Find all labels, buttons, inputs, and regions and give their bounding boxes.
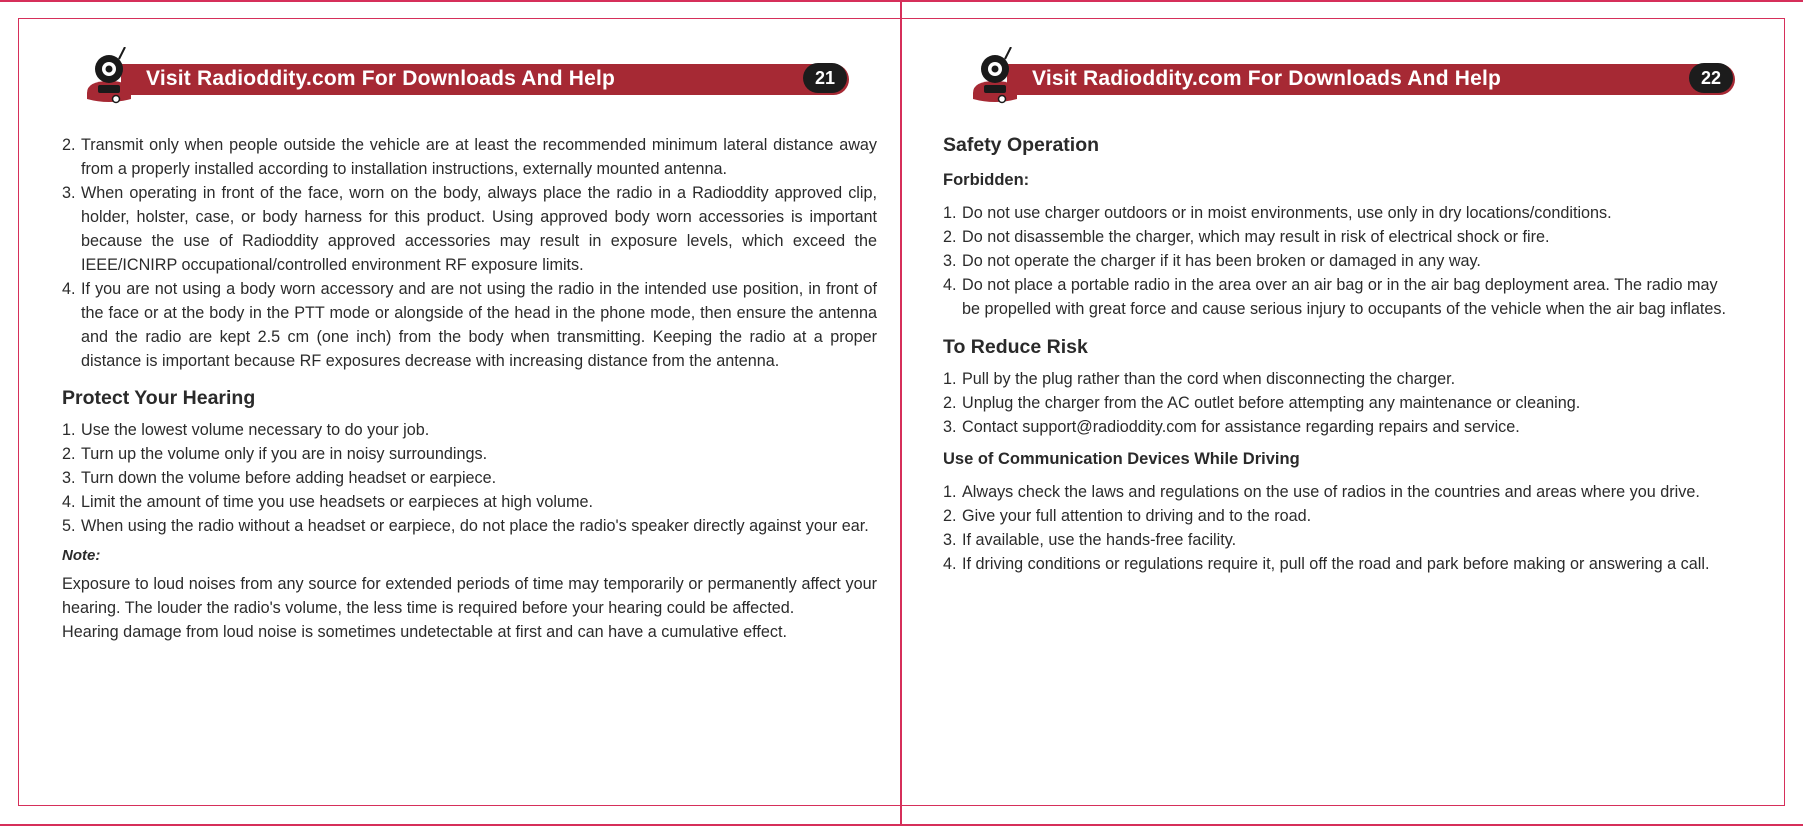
list-item xyxy=(62,514,877,538)
item-text: Do not use charger outdoors or in moist environments, use only in dry locations/conditions. xyxy=(962,204,1612,222)
item-text: If available, use the hands-free facility. xyxy=(962,531,1237,549)
item-text: Give your full attention to driving and to the road. xyxy=(962,507,1312,525)
hearing-list xyxy=(62,418,877,538)
item-text: Contact support@radioddity.com for assistance regarding repairs and service. xyxy=(962,418,1520,436)
item-number: 3. xyxy=(62,184,76,202)
forbidden-label: Forbidden: xyxy=(943,171,1030,189)
item-text: Turn down the volume before adding headset or earpiece. xyxy=(81,469,497,487)
page-content xyxy=(943,133,1758,576)
section-heading-hearing: Protect Your Hearing xyxy=(62,387,256,409)
item-number: 1. xyxy=(943,483,957,501)
list-item xyxy=(943,225,1738,249)
item-number: 2. xyxy=(943,228,957,246)
section-heading-driving: Use of Communication Devices While Driving xyxy=(943,450,1300,468)
item-text: When operating in front of the face, worn on the body, always place the radio in a Radioddity approved clip, holder, holster, case, or body harness for this product. Using approved body worn accessories is important because the use of Radioddity approved accessories may result in exposure levels, which exceed the IEEE/ICNIRP occupational/controlled environment RF exposure limits. xyxy=(81,184,877,274)
list-item xyxy=(943,391,1758,415)
driving-list xyxy=(943,480,1738,576)
list-item xyxy=(943,504,1738,528)
list-item xyxy=(62,133,877,181)
item-text: Unplug the charger from the AC outlet before attempting any maintenance or cleaning. xyxy=(962,394,1581,412)
item-text: Pull by the plug rather than the cord when disconnecting the charger. xyxy=(962,370,1456,388)
item-text: Do not place a portable radio in the area over an air bag or in the air bag deployment area. The radio may be propelled with great force and cause serious injury to occupants of the vehicle when the air bag inflates. xyxy=(962,276,1726,318)
page-header-banner xyxy=(79,47,849,99)
item-number: 1. xyxy=(943,204,957,222)
section-heading-safety: Safety Operation xyxy=(943,134,1100,156)
item-number: 3. xyxy=(943,418,957,436)
list-item xyxy=(943,367,1758,391)
header-title: Visit Radioddity.com For Downloads And Help xyxy=(146,67,616,90)
list-item xyxy=(62,418,877,442)
item-number: 3. xyxy=(943,531,957,549)
reduce-risk-list xyxy=(943,367,1758,439)
page-number: 21 xyxy=(803,63,847,93)
note-paragraph: Exposure to loud noises from any source for extended periods of time may temporarily or permanently affect your hearing. The louder the radio's volume, the less time is required before your hearing could be affected. xyxy=(62,575,877,617)
item-text: When using the radio without a headset or earpiece, do not place the radio's speaker directly against your ear. xyxy=(81,517,869,535)
item-text: If driving conditions or regulations require it, pull off the road and park before making or answering a call. xyxy=(962,555,1710,573)
item-text: Use the lowest volume necessary to do your job. xyxy=(81,421,430,439)
item-number: 5. xyxy=(62,517,76,535)
item-number: 4. xyxy=(943,276,957,294)
page-number: 22 xyxy=(1689,63,1733,93)
item-text: Always check the laws and regulations on the use of radios in the countries and areas where you drive. xyxy=(962,483,1700,501)
crop-line-bottom xyxy=(0,824,1803,826)
page-21 xyxy=(18,18,901,806)
item-number: 4. xyxy=(62,280,76,298)
item-text: If you are not using a body worn accessory and are not using the radio in the intended use position, in front of the face or at the body in the PTT mode or alongside of the head in the phone mode, then ensure the antenna and the radio are kept 2.5 cm (one inch) from the body when transmitting. Keeping the radio at a proper distance is important because RF exposures decrease with increasing distance from the antenna. xyxy=(81,280,877,370)
item-text: Do not operate the charger if it has been broken or damaged in any way. xyxy=(962,252,1481,270)
list-item xyxy=(943,201,1738,225)
list-item xyxy=(943,528,1738,552)
page-content xyxy=(62,133,877,644)
crop-line-top xyxy=(0,0,1803,2)
item-number: 2. xyxy=(62,136,76,154)
item-number: 2. xyxy=(943,394,957,412)
item-text: Do not disassemble the charger, which may result in risk of electrical shock or fire. xyxy=(962,228,1550,246)
item-number: 2. xyxy=(62,445,76,463)
list-item xyxy=(943,552,1738,576)
forbidden-list xyxy=(943,201,1738,321)
list-item xyxy=(62,442,877,466)
rf-exposure-list xyxy=(62,133,877,373)
list-item xyxy=(62,277,877,373)
item-number: 4. xyxy=(943,555,957,573)
item-number: 1. xyxy=(62,421,76,439)
list-item xyxy=(62,490,877,514)
item-number: 3. xyxy=(62,469,76,487)
radio-mascot-logo-icon xyxy=(967,47,1023,105)
note-paragraph: Hearing damage from loud noise is sometimes undetectable at first and can have a cumulative effect. xyxy=(62,623,787,641)
list-item xyxy=(943,249,1738,273)
list-item xyxy=(943,480,1738,504)
section-heading-reduce-risk: To Reduce Risk xyxy=(943,336,1088,358)
item-text: Limit the amount of time you use headsets or earpieces at high volume. xyxy=(81,493,593,511)
item-number: 2. xyxy=(943,507,957,525)
list-item xyxy=(62,466,877,490)
header-title: Visit Radioddity.com For Downloads And Help xyxy=(1032,67,1502,90)
item-number: 3. xyxy=(943,252,957,270)
list-item xyxy=(62,181,877,277)
radio-mascot-logo-icon xyxy=(81,47,137,105)
item-text: Turn up the volume only if you are in noisy surroundings. xyxy=(81,445,488,463)
list-item xyxy=(943,273,1738,321)
item-number: 4. xyxy=(62,493,76,511)
list-item xyxy=(943,415,1758,439)
note-label: Note: xyxy=(62,547,101,564)
item-number: 1. xyxy=(943,370,957,388)
item-text: Transmit only when people outside the vehicle are at least the recommended minimum lateral distance away from a properly installed according to installation instructions, externally mounted antenna. xyxy=(81,136,877,178)
page-header-banner xyxy=(965,47,1735,99)
page-22 xyxy=(901,18,1785,806)
